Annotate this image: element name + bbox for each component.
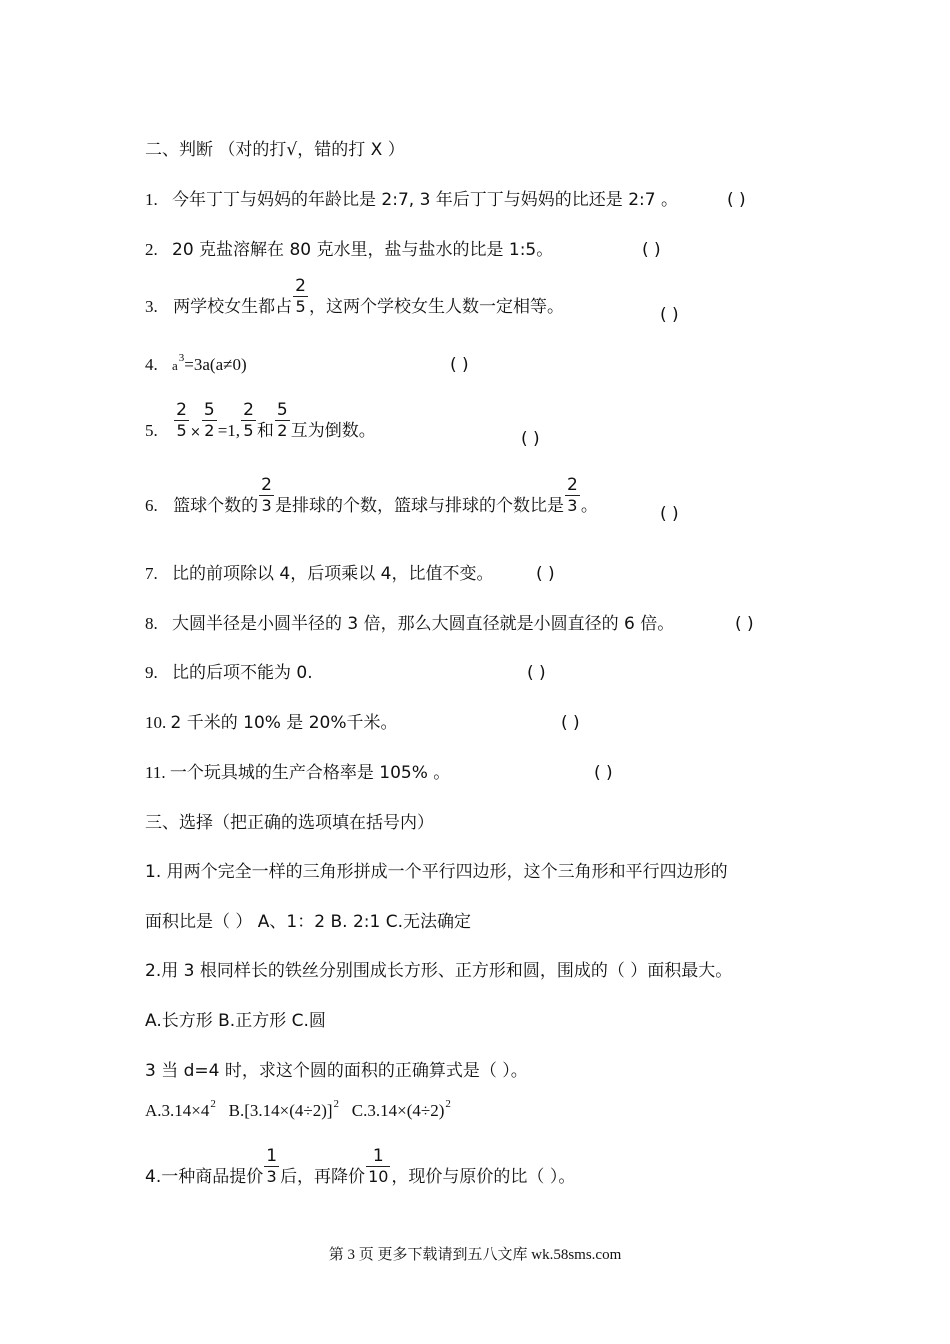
page-footer: 第 3 页 更多下载请到五八文库 wk.58sms.com (328, 1247, 622, 1263)
item-text-3: 。 (580, 496, 598, 516)
item-text: 比的后项不能为 0. (172, 663, 313, 683)
item-text-3: 互为倒数。 (290, 421, 376, 441)
item-number: 6. (145, 496, 158, 515)
judge-item-9 (145, 662, 313, 684)
section-3-title: 三、选择（把正确的选项填在括号内） (145, 813, 434, 833)
item-text: 一个玩具城的生产合格率是 105% 。 (169, 763, 451, 783)
times-sign: × (189, 425, 201, 440)
item-text-2: ，这两个学校女生人数一定相等。 (308, 297, 564, 317)
item-text: 大圆半径是小圆半径的 3 倍，那么大圆直径就是小圆直径的 6 倍。 (172, 614, 675, 634)
choice-q4 (145, 1146, 575, 1187)
option-a: A.3.14×4 (145, 1101, 210, 1120)
fraction: $\frac{1}{10}$ (368, 1146, 389, 1186)
choice-q2-line1: 2.用 3 根同样长的铁丝分别围成长方形、正方形和圆，围成的（ ）面积最大。 (145, 961, 733, 981)
answer-blank-4[interactable]: ( ) (450, 355, 469, 375)
fraction: $\frac{2}{5}$ (295, 276, 306, 316)
judge-item-7 (145, 563, 493, 585)
judge-item-1 (145, 189, 678, 211)
item-text: 两学校女生都占 (173, 297, 293, 317)
q4-text: 4.一种商品提价 (145, 1167, 264, 1187)
answer-blank-9[interactable]: ( ) (527, 663, 546, 683)
fraction: $\frac{1}{3}$ (266, 1146, 278, 1186)
answer-blank-8[interactable]: ( ) (735, 614, 754, 634)
item-number: 4. (145, 355, 158, 374)
item-number: 1. (145, 190, 158, 209)
choice-q2-line2: A.长方形 B.正方形 C.圆 (145, 1011, 326, 1031)
answer-blank-6[interactable]: ( ) (660, 504, 679, 524)
option-b: B.[3.14×(4÷2)] (215, 1101, 333, 1120)
item-text: 2 千米的 10% 是 20%千米。 (170, 713, 398, 733)
q4-text-2: 后，再降价 (280, 1167, 366, 1187)
answer-blank-7[interactable]: ( ) (536, 564, 555, 584)
option-c-exp: 2 (445, 1098, 451, 1110)
option-a-exp: 2 (210, 1098, 216, 1110)
item-text: 篮球个数的 (173, 496, 259, 516)
answer-blank-3[interactable]: ( ) (660, 305, 679, 325)
fraction: $\frac{2}{3}$ (261, 475, 272, 515)
choice-q3-options (145, 1100, 451, 1124)
item-text: 比的前项除以 4，后项乘以 4，比值不变。 (172, 564, 494, 584)
item-number: 5. (145, 421, 158, 440)
choice-q1-line1: 1. 用两个完全一样的三角形拼成一个平行四边形，这个三角形和平行四边形的 (145, 862, 728, 882)
answer-blank-11[interactable]: ( ) (594, 763, 613, 783)
item-number: 11. (145, 763, 166, 782)
choice-q3-line1: 3 当 d=4 时，求这个圆的面积的正确算式是（ ）。 (145, 1061, 528, 1081)
fraction: $\frac{2}{5}$ (243, 400, 254, 440)
item-text-2: 是排球的个数，篮球与排球的个数比是 (274, 496, 564, 516)
fraction: $\frac{5}{2}$ (203, 400, 215, 440)
judge-item-6 (145, 475, 598, 516)
item-number: 9. (145, 663, 158, 682)
option-b-exp: 2 (333, 1098, 340, 1110)
judge-item-2 (145, 239, 553, 261)
item-text: 今年丁丁与妈妈的年龄比是 2:7, 3 年后丁丁与妈妈的比还是 2:7 。 (172, 190, 678, 210)
item-text-2: 和 (256, 421, 274, 441)
judge-item-11 (145, 762, 450, 784)
answer-blank-1[interactable]: ( ) (727, 190, 746, 210)
item-number: 7. (145, 564, 158, 583)
fraction: $\frac{5}{2}$ (276, 400, 288, 440)
base-var: a (172, 358, 178, 373)
q4-text-3: ，现价与原价的比（ ）。 (391, 1167, 576, 1187)
section-2-title: 二、判断 （对的打√，错的打 X ） (145, 140, 405, 160)
judge-item-5 (145, 400, 376, 441)
item-number: 3. (145, 297, 158, 316)
choice-q1-line2: 面积比是（ ） A、1：2 B. 2:1 C.无法确定 (145, 912, 471, 932)
item-number: 10. (145, 713, 167, 732)
judge-item-3 (145, 276, 564, 317)
fraction: $\frac{2}{5}$ (176, 400, 187, 440)
option-c: C.3.14×(4÷2) (339, 1101, 445, 1120)
item-number: 8. (145, 614, 158, 633)
judge-item-4 (145, 354, 247, 378)
item-text: =1, (217, 421, 241, 440)
item-text: 20 克盐溶解在 80 克水里，盐与盐水的比是 1:5。 (172, 240, 554, 260)
item-number: 2. (145, 240, 158, 259)
exponent: 3 (178, 352, 185, 364)
item-text: =3a(a≠0) (184, 355, 247, 374)
judge-item-8 (145, 613, 674, 635)
judge-item-10 (145, 712, 398, 734)
answer-blank-10[interactable]: ( ) (561, 713, 580, 733)
fraction: $\frac{2}{3}$ (566, 475, 578, 515)
answer-blank-2[interactable]: ( ) (642, 240, 661, 260)
answer-blank-5[interactable]: ( ) (521, 429, 540, 449)
